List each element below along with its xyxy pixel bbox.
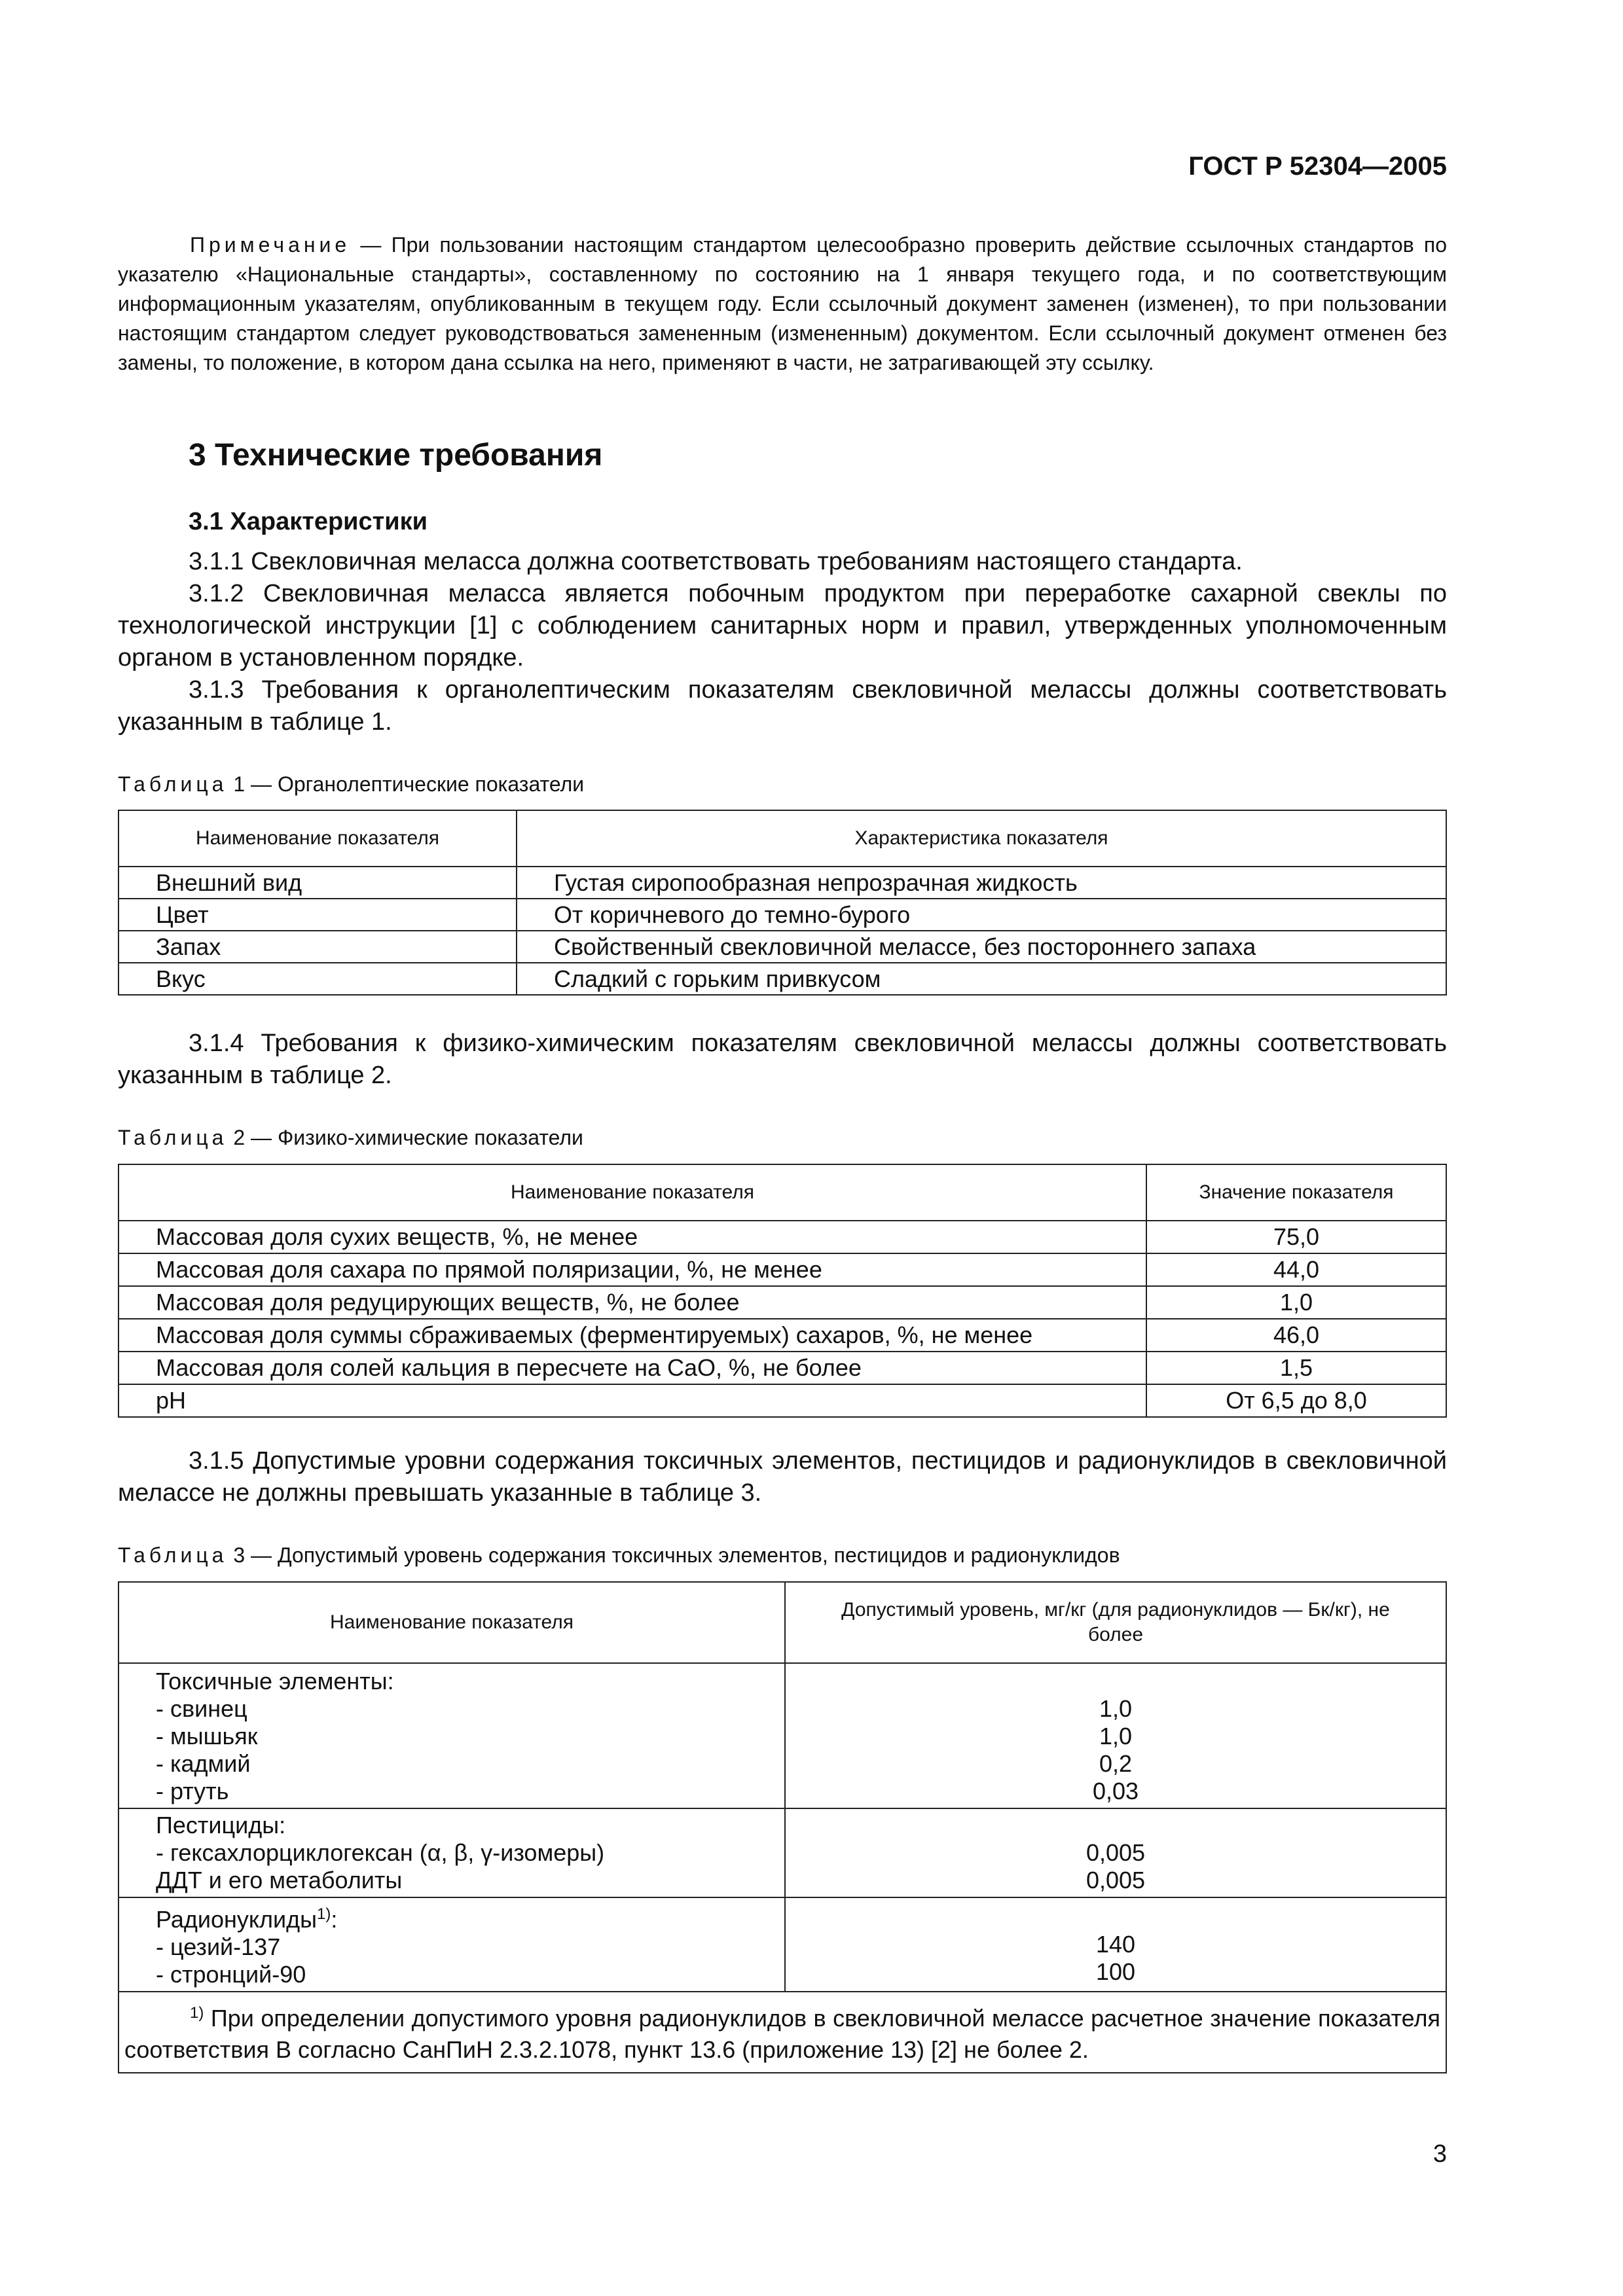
table-row (119, 1384, 1446, 1417)
group-title: Пестициды: (156, 1812, 286, 1839)
radio-values (785, 1897, 1446, 1992)
table-row-group-pesticides (119, 1808, 1446, 1897)
table2-caption-label: Таблица (118, 1126, 228, 1149)
footnote-ref: 1) (317, 1905, 331, 1923)
table1-header-value: Характеристика показателя (517, 810, 1446, 867)
table1-cell: Густая сиропообразная непрозрачная жидкость (517, 867, 1446, 899)
table3-header-value: Допустимый уровень, мг/кг (для радионуклидов — Бк/кг), не более (785, 1582, 1446, 1663)
note-label: Примечание (190, 233, 351, 257)
item-name: - мышьяк (156, 1723, 258, 1749)
paragraphs-block-1 (118, 546, 1447, 738)
table-row (119, 963, 1446, 995)
paragraphs-block-3 (118, 1445, 1447, 1509)
table2-cell: Массовая доля суммы сбраживаемых (ферментируемых) сахаров, %, не менее (119, 1319, 1146, 1352)
table1-caption-label: Таблица (118, 772, 228, 796)
group-title (156, 1901, 779, 1933)
item-value: 1,0 (1099, 1695, 1133, 1722)
table-row (119, 1286, 1446, 1319)
table1-cell: Вкус (119, 963, 517, 995)
table1-cell: От коричневого до темно-бурого (517, 899, 1446, 931)
table2-cell: 1,0 (1146, 1286, 1446, 1319)
table1-caption (118, 772, 584, 797)
paragraph-3-1-1: 3.1.1 Свекловичная меласса должна соответствовать требованиям настоящего стандарта. (189, 548, 1243, 575)
table2-cell: Массовая доля сухих веществ, %, не менее (119, 1221, 1146, 1253)
page-number: 3 (1432, 2140, 1447, 2168)
item-name: - кадмий (156, 1750, 251, 1777)
table-row (119, 931, 1446, 963)
table-row (119, 1221, 1446, 1253)
table-physicochemical (118, 1164, 1447, 1418)
table-row (119, 1253, 1446, 1286)
table-row-group-radionuclides (119, 1897, 1446, 1992)
table2-header-name: Наименование показателя (119, 1164, 1146, 1221)
table-row-group-toxic (119, 1663, 1446, 1808)
item-name: - стронций-90 (156, 1961, 306, 1988)
paragraph-3-1-2: 3.1.2 Свекловичная меласса является побочным продуктом при переработке сахарной свеклы по технологической инструкции [1] с соблюдением санитарных норм и правил, утвержденных уполномоченным органом в установленном порядке. (118, 580, 1447, 672)
table-row (119, 1352, 1446, 1384)
paragraph-3-1-4: 3.1.4 Требования к физико-химическим показателям свекловичной мелассы должны соответствовать указанным в таблице 2. (118, 1030, 1447, 1089)
table1-cell: Свойственный свекловичной мелассе, без постороннего запаха (517, 931, 1446, 963)
item-value: 0,03 (1092, 1778, 1139, 1804)
footnote-mark: 1) (190, 2004, 204, 2022)
table1-cell: Внешний вид (119, 867, 517, 899)
table1-header-name: Наименование показателя (119, 810, 517, 867)
table1-cell: Цвет (119, 899, 517, 931)
table3-header-row (119, 1582, 1446, 1663)
table1-caption-text: 1 — Органолептические показатели (227, 772, 585, 796)
table3-caption (118, 1543, 1120, 1568)
item-name: - цезий-137 (156, 1933, 281, 1960)
table2-cell: pH (119, 1384, 1146, 1417)
item-name: - гексахлорциклогексан (α, β, γ-изомеры) (156, 1839, 605, 1866)
table2-header-value: Значение показателя (1146, 1164, 1446, 1221)
item-value: 0,005 (1085, 1839, 1146, 1866)
radio-names (119, 1897, 785, 1992)
table2-caption (118, 1126, 583, 1150)
table1-cell: Запах (119, 931, 517, 963)
paragraphs-block-2 (118, 1028, 1447, 1092)
section-title: 3 Технические требования (189, 438, 603, 473)
table3-header-name: Наименование показателя (119, 1582, 785, 1663)
table3-footnote-row (119, 1992, 1446, 2073)
table3-caption-label: Таблица (118, 1543, 228, 1567)
table2-caption-text: 2 — Физико-химические показатели (227, 1126, 583, 1149)
item-value: 100 (1095, 1958, 1136, 1985)
table-row (119, 867, 1446, 899)
table1-cell: Сладкий с горьким привкусом (517, 963, 1446, 995)
item-value: 1,0 (1099, 1723, 1133, 1749)
table3-caption-text: 3 — Допустимый уровень содержания токсичных элементов, пестицидов и радионуклидов (227, 1543, 1120, 1567)
note-text: — При пользовании настоящим стандартом целесообразно проверить действие ссылочных стандартов по указателю «Национальные стандарты», составленному по состоянию на 1 января текущего года, и по соответствующим информационным указателям, опубликованным в текущем году. Если ссылочный документ заменен (изменен), то при пользовании настоящим стандартом следует руководствоваться замененным (измененным) документом. Если ссылочный документ отменен без замены, то положение, в котором дана ссылка на него, применяют в части, не затрагивающей эту ссылку. (118, 233, 1447, 374)
reference-note (118, 230, 1447, 378)
item-name: - ртуть (156, 1778, 229, 1804)
table3-footnote (119, 1992, 1446, 2073)
table2-cell: Массовая доля солей кальция в пересчете на CaO, %, не более (119, 1352, 1146, 1384)
table2-cell: Массовая доля редуцирующих веществ, %, не более (119, 1286, 1146, 1319)
table2-header-row (119, 1164, 1446, 1221)
paragraph-3-1-3: 3.1.3 Требования к органолептическим показателям свекловичной мелассы должны соответствовать указанным в таблице 1. (118, 676, 1447, 736)
table1-header-row (119, 810, 1446, 867)
group-title-suffix: : (331, 1906, 338, 1933)
item-value: 0,005 (1085, 1867, 1146, 1893)
item-value: 0,2 (1099, 1750, 1133, 1777)
table2-cell: Массовая доля сахара по прямой поляризации, %, не менее (119, 1253, 1146, 1286)
table2-cell: 44,0 (1146, 1253, 1446, 1286)
table-row (119, 899, 1446, 931)
pest-names (119, 1808, 785, 1897)
table-toxic-limits (118, 1581, 1447, 2073)
group-title: Токсичные элементы: (156, 1668, 394, 1695)
paragraph-3-1-5: 3.1.5 Допустимые уровни содержания токсичных элементов, пестицидов и радионуклидов в свекловичной мелассе не должны превышать указанные в таблице 3. (118, 1447, 1447, 1507)
table2-cell: От 6,5 до 8,0 (1146, 1384, 1446, 1417)
pest-values (785, 1808, 1446, 1897)
toxic-names (119, 1663, 785, 1808)
toxic-values (785, 1663, 1446, 1808)
table2-cell: 1,5 (1146, 1352, 1446, 1384)
subsection-title: 3.1 Характеристики (189, 508, 428, 535)
table2-cell: 46,0 (1146, 1319, 1446, 1352)
footnote-text: При определении допустимого уровня радионуклидов в свекловичной мелассе расчетное значение показателя соответствия В согласно СанПиН 2.3.2.1078, пункт 13.6 (приложение 13) [2] не более 2. (124, 2005, 1440, 2063)
item-name: - свинец (156, 1695, 247, 1722)
table2-cell: 75,0 (1146, 1221, 1446, 1253)
table-row (119, 1319, 1446, 1352)
standard-number: ГОСТ Р 52304—2005 (1188, 152, 1447, 181)
item-name: ДДТ и его метаболиты (156, 1867, 403, 1893)
table-organoleptic (118, 810, 1447, 996)
group-title-text: Радионуклиды (156, 1906, 318, 1933)
item-value: 140 (1095, 1931, 1136, 1958)
